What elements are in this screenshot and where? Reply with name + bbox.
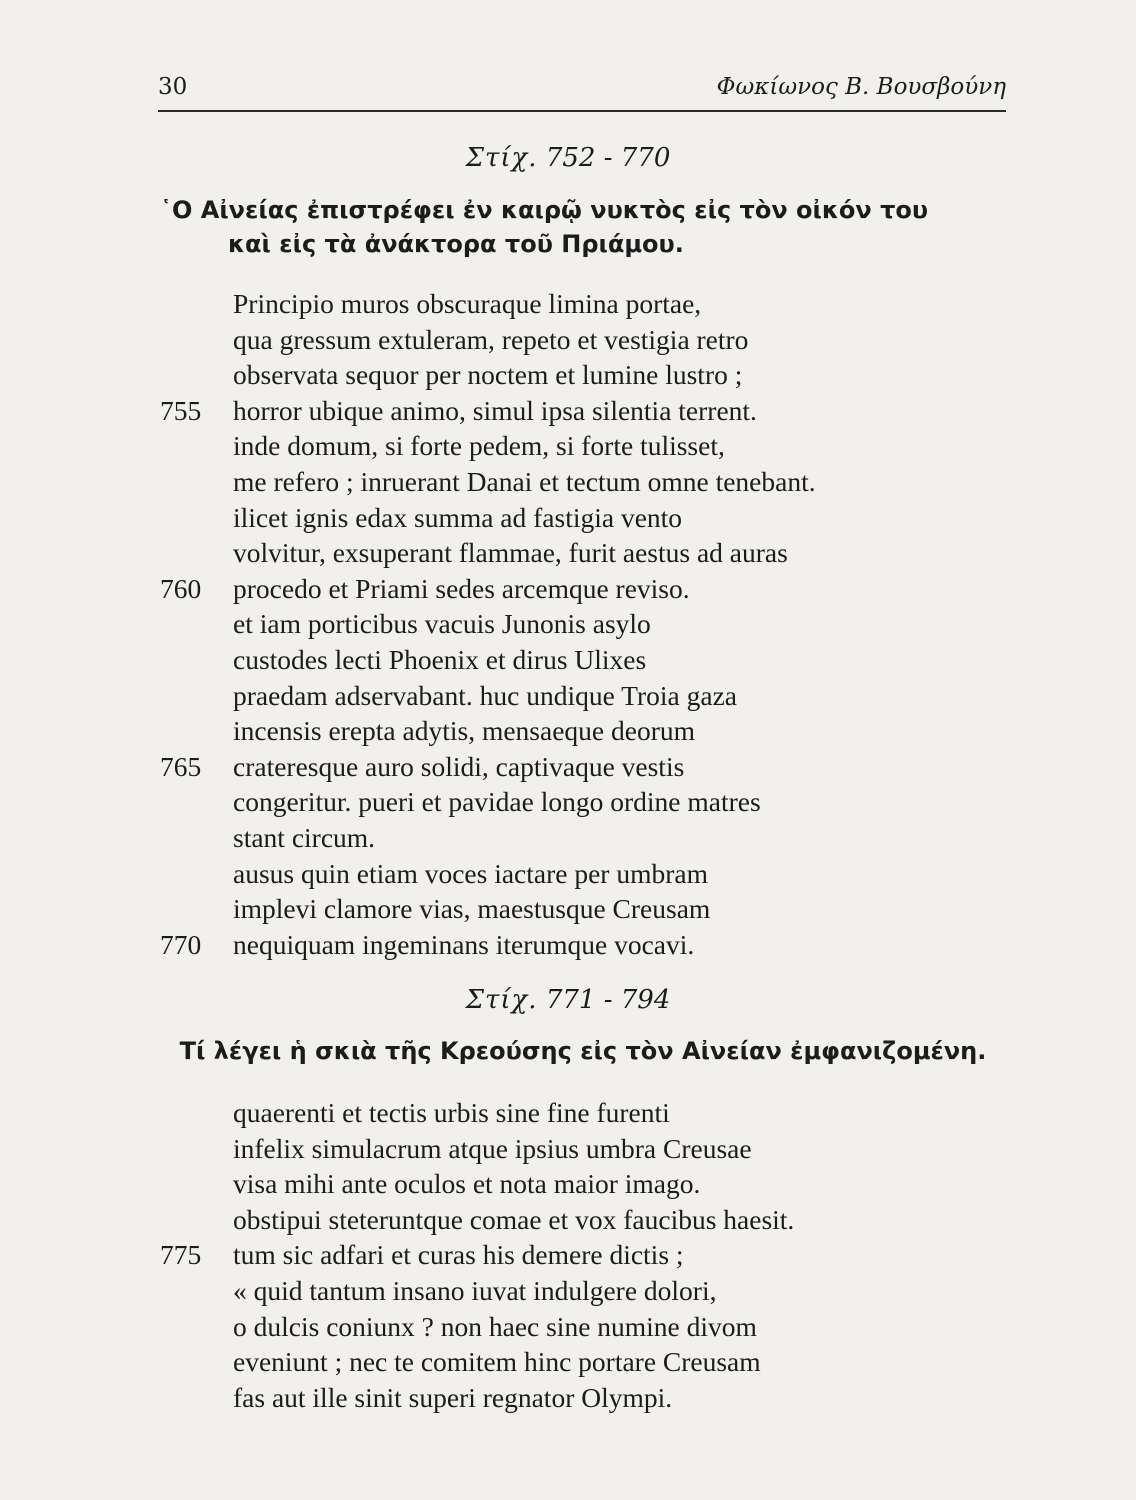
section-heading [0, 984, 1136, 1016]
section-summary [160, 193, 1006, 261]
verse-number: 765 [160, 750, 202, 782]
verse-line [160, 1380, 1006, 1416]
verse-text: fas aut ille sinit superi regnator Olympi. [233, 1381, 673, 1413]
verse-line [160, 357, 1006, 393]
verse-text: nequiquam ingeminans iterumque vocavi. [233, 928, 695, 960]
verse-text: incensis erepta adytis, mensaeque deorum [233, 715, 695, 747]
verse-line [160, 891, 1006, 927]
verse-text: horror ubique animo, simul ipsa silentia terrent. [233, 394, 757, 426]
verse-line [160, 820, 1006, 856]
running-head-author: Φωκίωνος Β. Βουσβούνη [716, 74, 1006, 100]
verse-text: crateresque auro solidi, captivaque vestis [233, 750, 685, 782]
verse-text: praedam adservabant. huc undique Troia gaza [233, 679, 737, 711]
verse-text: me refero ; inruerant Danai et tectum omne tenebant. [233, 465, 816, 497]
verse-line [160, 678, 1006, 714]
verse-number: 770 [160, 928, 202, 960]
verse-line [160, 1166, 1006, 1202]
verse-line [160, 784, 1006, 820]
verse-line [160, 535, 1006, 571]
verse-line [160, 1095, 1006, 1131]
verse-line [160, 322, 1006, 358]
verse-line [160, 713, 1006, 749]
verse-line [160, 642, 1006, 678]
verse-line [160, 1237, 1006, 1273]
verse-text: et iam porticibus vacuis Junonis asylo [233, 608, 651, 640]
verse-text: « quid tantum insano iuvat indulgere dolori, [233, 1274, 717, 1306]
verse-block [160, 286, 1006, 962]
page-number: 30 [158, 74, 188, 100]
verse-text: observata sequor per noctem et lumine lustro ; [233, 359, 743, 391]
verse-line [160, 464, 1006, 500]
verse-text: custodes lecti Phoenix et dirus Ulixes [233, 643, 647, 675]
running-head [158, 70, 1006, 112]
verse-text: tum sic adfari et curas his demere dictis ; [233, 1239, 684, 1271]
verse-line [160, 749, 1006, 785]
verse-text: congeritur. pueri et pavidae longo ordine matres [233, 786, 761, 818]
verse-text: qua gressum extuleram, repeto et vestigia retro [233, 323, 749, 355]
verse-text: stant circum. [233, 821, 376, 853]
verse-text: implevi clamore vias, maestusque Creusam [233, 893, 711, 925]
verse-line [160, 393, 1006, 429]
verse-text: quaerenti et tectis urbis sine fine furenti [233, 1097, 670, 1128]
verse-line [160, 1273, 1006, 1309]
verse-line [160, 1309, 1006, 1345]
verse-line [160, 286, 1006, 322]
verse-line [160, 1131, 1006, 1167]
verse-line [160, 500, 1006, 536]
verse-text: Principio muros obscuraque limina portae, [233, 288, 702, 319]
section-summary [160, 1034, 1006, 1068]
section-heading [0, 142, 1136, 174]
verse-line [160, 927, 1006, 963]
verse-text: volvitur, exsuperant flammae, furit aestus ad auras [233, 537, 788, 569]
verse-line [160, 856, 1006, 892]
summary-line: Τί λέγει ἡ σκιὰ τῆς Κρεούσης εἰς τὸν Αἰνείαν ἐμφανιζομένη. [179, 1037, 987, 1065]
verse-text: inde domum, si forte pedem, si forte tulisset, [233, 430, 725, 462]
verse-line [160, 606, 1006, 642]
verse-number: 760 [160, 572, 202, 604]
verse-number: 755 [160, 394, 202, 426]
verse-text: o dulcis coniunx ? non haec sine numine divom [233, 1310, 757, 1342]
section-heading-prefix: Στίχ. [465, 143, 538, 173]
verse-text: ilicet ignis edax summa ad fastigia vento [233, 501, 683, 533]
summary-line: καὶ εἰς τὰ ἀνάκτορα τοῦ Πριάμου. [228, 230, 684, 258]
verse-number: 775 [160, 1239, 202, 1271]
verse-text: procedo et Priami sedes arcemque reviso. [233, 572, 690, 604]
verse-line [160, 428, 1006, 464]
verse-text: eveniunt ; nec te comitem hinc portare Creusam [233, 1346, 761, 1378]
verse-block [160, 1095, 1006, 1415]
verse-text: visa mihi ante oculos et nota maior imago. [233, 1168, 701, 1200]
section-heading-range: 752 - 770 [545, 143, 671, 173]
verse-text: obstipui steteruntque comae et vox faucibus haesit. [233, 1203, 795, 1235]
verse-line [160, 1202, 1006, 1238]
verse-text: ausus quin etiam voces iactare per umbram [233, 857, 708, 889]
section-heading-prefix: Στίχ. [465, 985, 538, 1015]
section-heading-range: 771 - 794 [545, 985, 671, 1015]
verse-line [160, 571, 1006, 607]
verse-text: infelix simulacrum atque ipsius umbra Creusae [233, 1132, 752, 1164]
summary-line: ῾Ο Αἰνείας ἐπιστρέφει ἐν καιρῷ νυκτὸς εἰς τὸν οἰκόν του [160, 196, 929, 224]
verse-line [160, 1344, 1006, 1380]
